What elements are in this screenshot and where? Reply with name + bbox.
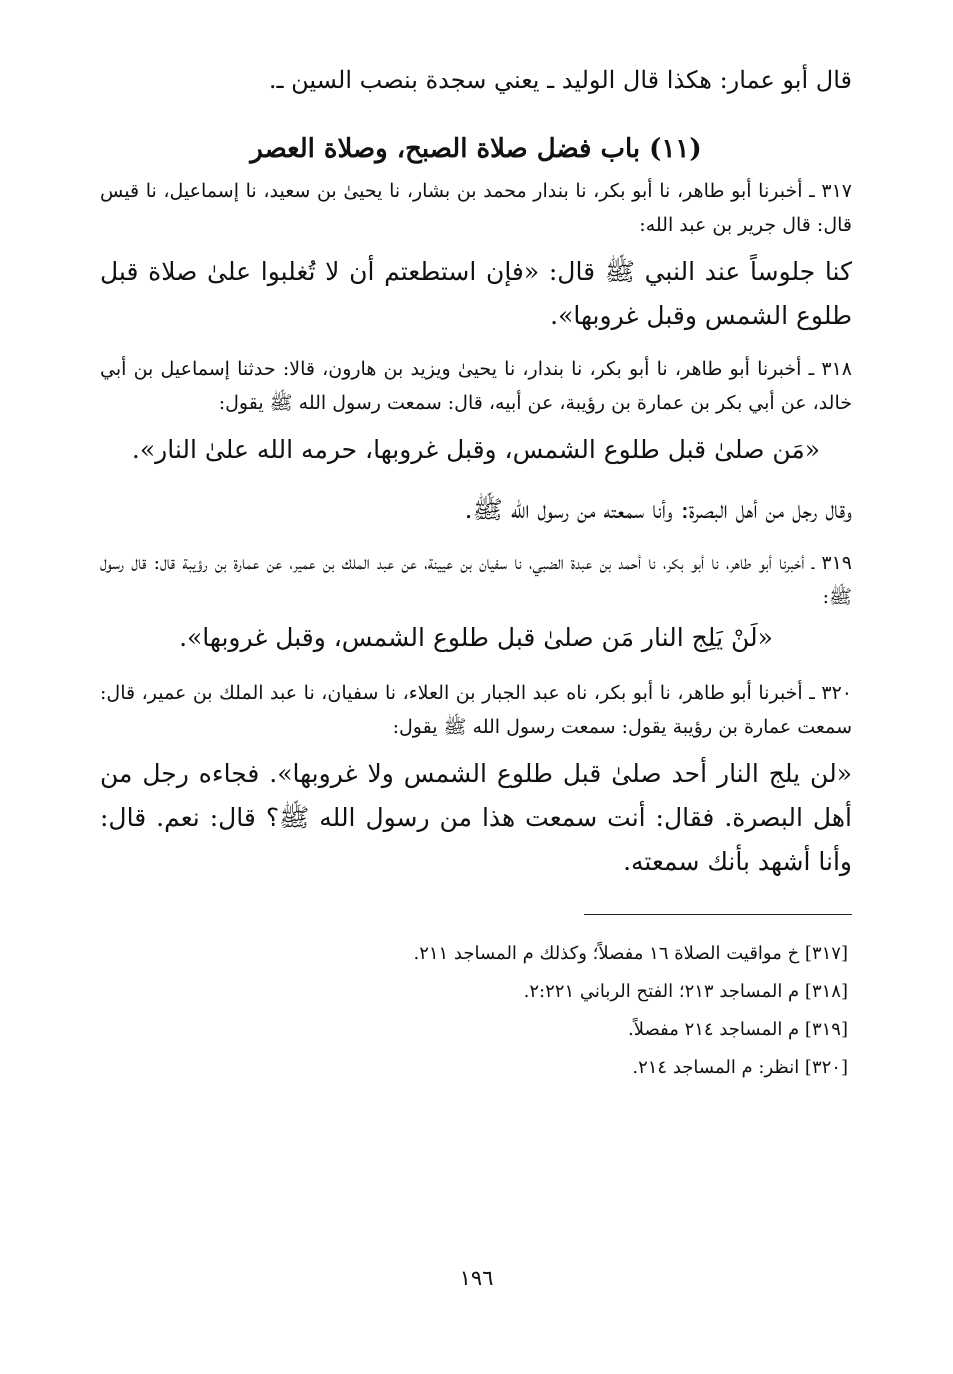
footnote-divider xyxy=(584,914,852,915)
footnote-320: [٣٢٠] انظر: م المساجد ٢١٤. xyxy=(632,1057,848,1078)
page-body xyxy=(100,62,852,1087)
hadith-319-matn: «لَنْ يَلِج النار مَن صلىٰ قبل طلوع الشمس، وقبل غروبها». xyxy=(179,623,773,652)
chapter-heading: (١١) باب فضل صلاة الصبح، وصلاة العصر xyxy=(250,134,702,164)
hadith-317-isnad: ٣١٧ ـ أخبرنا أبو طاهر، نا أبو بكر، نا بندار محمد بن بشار، نا يحيىٰ بن سعيد، نا إسماعيل، نا قيس قال: قال جرير بن عبد الله: xyxy=(100,180,852,236)
hadith-319-isnad: ٣١٩ ـ أخبرنا أبو طاهر، نا أبو بكر، نا أحمد بن عبدة الضبي، نا سفيان بن عيينة، عن عبد الملك بن عمير، عن عمارة بن رؤيبة قال: قال رسول ﷺ: xyxy=(100,552,852,608)
footnote-318: [٣١٨] م المساجد ٢١٣؛ الفتح الرباني ٢:٢٢١. xyxy=(523,981,848,1002)
hadith-318-addendum: وقال رجل من أهل البصرة: وأنا سمعته من رسول الله ﷺ. xyxy=(464,495,852,524)
lead-line: قال أبو عمار: هكذا قال الوليد ـ يعني سجدة بنصب السين ـ. xyxy=(268,66,852,94)
footnotes xyxy=(100,935,852,1087)
page-number: ١٩٦ xyxy=(459,1266,494,1290)
hadith-320-isnad: ٣٢٠ ـ أخبرنا أبو طاهر، نا أبو بكر، ناه عبد الجبار بن العلاء، نا سفيان، نا عبد الملك بن عمير، قال: سمعت عمارة بن رؤيبة يقول: سمعت رسول الله ﷺ يقول: xyxy=(100,682,852,738)
footnote-317: [٣١٧] خ مواقيت الصلاة ١٦ مفصلاً؛ وكذلك م المساجد ٢١١. xyxy=(413,943,848,964)
hadith-320-matn: «لن يلج النار أحد صلىٰ قبل طلوع الشمس ولا غروبها». فجاءه رجل من أهل البصرة. فقال: أنت سمعت هذا من رسول الله ﷺ؟ قال: نعم. قال: وأنا أشهد بأنك سمعته. xyxy=(100,759,852,876)
hadith-318-matn: «مَن صلىٰ قبل طلوع الشمس، وقبل غروبها، حرمه الله علىٰ النار». xyxy=(131,435,821,464)
footnote-319: [٣١٩] م المساجد ٢١٤ مفصلاً. xyxy=(628,1019,848,1040)
hadith-317-matn: كنا جلوساً عند النبي ﷺ قال: «فإن استطعتم أن لا تُغلبوا علىٰ صلاة قبل طلوع الشمس وقبل غروبها». xyxy=(100,257,852,330)
hadith-318-isnad: ٣١٨ ـ أخبرنا أبو طاهر، نا أبو بكر، نا بندار، نا يحيىٰ ويزيد بن هارون، قالا: حدثنا إسماعيل بن أبي خالد، عن أبي بكر بن عمارة بن رؤيبة، عن أبيه، قال: سمعت رسول الله ﷺ يقول: xyxy=(100,358,852,414)
